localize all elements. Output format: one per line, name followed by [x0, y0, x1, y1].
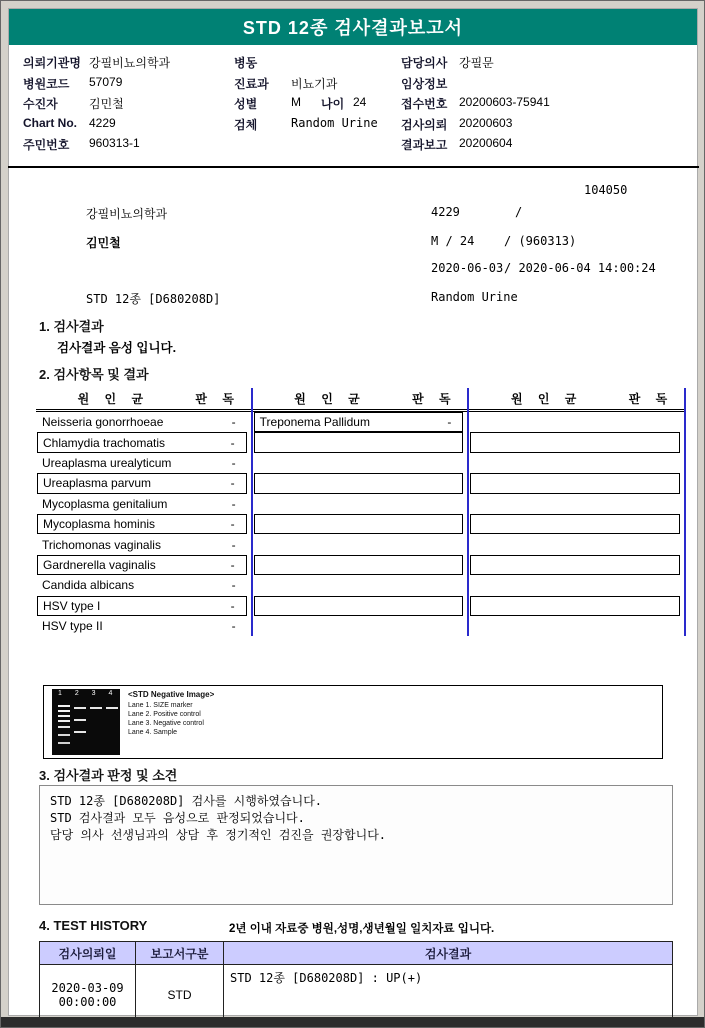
column-header-result: 판 독 — [628, 392, 674, 406]
value-doctor: 강필문 — [459, 56, 494, 70]
column-header-result: 판 독 — [412, 392, 457, 406]
organism-result: - — [231, 415, 236, 430]
std-table-column-1 — [36, 388, 251, 636]
organism-result: - — [447, 415, 452, 430]
std-table-row — [37, 555, 247, 575]
gel-band — [58, 715, 70, 717]
column-header-result: 판 독 — [195, 392, 240, 406]
gel-image — [52, 689, 120, 755]
std-table-row — [254, 432, 464, 452]
organism-result: - — [230, 517, 235, 532]
organism-result: - — [230, 435, 235, 450]
gel-legend — [128, 690, 214, 737]
section3-title: 3. 검사결과 판정 및 소견 — [39, 768, 178, 783]
std-table-row — [254, 453, 464, 473]
patient-sex-age: M / 24 — [431, 234, 475, 248]
label-patient: 수진자 — [23, 97, 58, 111]
organism-result: - — [231, 496, 236, 511]
patient-report-datetime: / 2020-06-04 14:00:24 — [504, 261, 656, 275]
std-table-row — [470, 555, 680, 575]
label-doctor: 담당의사 — [401, 56, 448, 70]
std-table-header — [253, 388, 468, 412]
organism-result: - — [230, 557, 235, 572]
std-table-row — [37, 534, 247, 554]
label-ward: 병동 — [234, 56, 258, 70]
organism-name: Ureaplasma parvum — [43, 476, 152, 491]
organism-name: Ureaplasma urealyticum — [42, 455, 172, 470]
gel-band — [58, 734, 70, 736]
std-table-row — [37, 616, 247, 636]
patient-name: 김민철 — [86, 236, 121, 250]
value-resident-no: 960313-1 — [89, 136, 140, 150]
gel-band — [90, 707, 102, 709]
std-table-row — [254, 575, 464, 595]
organism-result: - — [231, 578, 236, 593]
std-table-row — [254, 514, 464, 534]
document-number: 104050 — [584, 183, 628, 197]
organism-result: - — [231, 537, 236, 552]
gel-lane-1-label: Lane 1. SIZE marker — [128, 702, 193, 709]
std-table-row — [254, 494, 464, 514]
organism-name: Mycoplasma hominis — [43, 517, 156, 532]
label-clinical-info: 임상정보 — [401, 77, 448, 91]
gel-band — [58, 726, 70, 728]
std-table-row — [37, 432, 247, 452]
std-table-row — [37, 596, 247, 616]
std-table-row — [37, 514, 247, 534]
std-table-header — [469, 388, 684, 412]
gel-legend-title: <STD Negative Image> — [128, 690, 215, 699]
label-order-date: 검사의뢰 — [401, 118, 448, 132]
gel-lane-2-label: Lane 2. Positive control — [128, 711, 201, 718]
std-table-row — [254, 473, 464, 493]
std-table-row — [470, 473, 680, 493]
bottom-bar — [1, 1017, 705, 1028]
std-result-table — [36, 388, 686, 636]
label-specimen: 검체 — [234, 118, 258, 132]
label-hospital-code: 병원코드 — [23, 77, 70, 91]
section1-title: 1. 검사결과 — [39, 319, 104, 334]
history-header-result: 검사결과 — [224, 942, 673, 965]
value-requesting-org: 강필비뇨의학과 — [89, 56, 171, 70]
std-table-row — [254, 555, 464, 575]
std-table-row — [470, 596, 680, 616]
gel-band — [58, 710, 70, 712]
std-table-row — [470, 616, 680, 636]
gel-band — [58, 720, 70, 722]
std-table-row — [37, 575, 247, 595]
comment-line: STD 12종 [D680208D] 검사를 시행하였습니다. — [50, 794, 323, 808]
history-date: 2020-03-09 00:00:00 — [40, 965, 136, 1026]
history-header-date: 검사의뢰일 — [40, 942, 136, 965]
patient-specimen: Random Urine — [431, 290, 518, 304]
value-accession-no: 20200603-75941 — [459, 95, 550, 109]
std-table-row — [470, 514, 680, 534]
history-note: 2년 이내 자료중 병원,성명,생년월일 일치자료 입니다. — [229, 923, 495, 935]
std-table-row — [254, 412, 464, 432]
report-title-banner — [9, 9, 697, 45]
gel-lane-4-label: Lane 4. Sample — [128, 729, 178, 736]
comment-line: STD 검사결과 모두 음성으로 판정되었습니다. — [50, 811, 305, 825]
history-header-row — [40, 942, 673, 965]
column-header-organism: 원 인 균 — [77, 392, 150, 406]
std-table-row — [254, 616, 464, 636]
column-header-organism: 원 인 균 — [294, 392, 366, 406]
gel-band — [58, 742, 70, 744]
organism-name: Trichomonas vaginalis — [42, 537, 161, 552]
gel-lane-3-label: Lane 3. Negative control — [128, 720, 204, 727]
std-table-row — [470, 432, 680, 452]
std-table-row — [470, 453, 680, 473]
label-resident-no: 주민번호 — [23, 138, 70, 152]
patient-chart-no: 4229 — [431, 205, 460, 219]
organism-result: - — [230, 476, 235, 491]
test-history-table — [39, 941, 673, 1026]
std-table-column-3 — [467, 388, 686, 636]
organism-name: Candida albicans — [42, 578, 135, 593]
std-table-row — [470, 412, 680, 432]
header-divider — [8, 166, 699, 168]
gel-band — [74, 707, 86, 709]
std-table-row — [37, 494, 247, 514]
organism-name: HSV type I — [43, 598, 101, 613]
organism-name: Treponema Pallidum — [259, 415, 370, 430]
section1-result: 검사결과 음성 입니다. — [57, 341, 177, 355]
history-header-type: 보고서구분 — [136, 942, 224, 965]
gel-lane-numbers: 1 2 3 4 — [58, 690, 114, 697]
section2-title: 2. 검사항목 및 결과 — [39, 367, 149, 382]
value-sex: M — [291, 95, 301, 109]
std-table-row — [37, 473, 247, 493]
organism-name: HSV type II — [42, 619, 103, 634]
value-hospital-code: 57079 — [89, 75, 123, 89]
gel-band — [106, 707, 118, 709]
organism-name: Chlamydia trachomatis — [43, 435, 166, 450]
gel-band — [74, 719, 86, 721]
std-table-column-2 — [251, 388, 468, 636]
std-table-header — [36, 388, 251, 412]
value-patient: 김민철 — [89, 97, 124, 111]
std-table-row — [254, 596, 464, 616]
gel-image-panel — [43, 685, 663, 759]
patient-test-name: STD 12종 [D680208D] — [86, 292, 221, 306]
organism-name: Gardnerella vaginalis — [43, 557, 156, 572]
column-header-organism: 원 인 균 — [510, 392, 583, 406]
organism-result: - — [230, 598, 235, 613]
value-age: 24 — [353, 95, 367, 109]
report-title: STD 12종 검사결과보고서 — [242, 18, 464, 38]
comment-line: 담당 의사 선생님과의 상담 후 정기적인 검진을 권장합니다. — [50, 828, 387, 842]
label-accession-no: 접수번호 — [401, 97, 448, 111]
std-table-row — [470, 575, 680, 595]
organism-name: Mycoplasma genitalium — [42, 496, 168, 511]
std-table-row — [470, 494, 680, 514]
value-order-date: 20200603 — [459, 116, 513, 130]
history-type: STD — [136, 965, 224, 1026]
value-report-date: 20200604 — [459, 136, 513, 150]
label-report-date: 결과보고 — [401, 138, 448, 152]
patient-clinic: 강필비뇨의학과 — [86, 207, 168, 221]
value-chart-no: 4229 — [89, 116, 116, 130]
std-table-row — [37, 412, 247, 432]
label-age: 나이 — [321, 97, 345, 111]
patient-birth: / (960313) — [504, 234, 577, 248]
patient-slash: / — [515, 205, 523, 219]
gel-band — [58, 705, 70, 707]
std-table-row — [254, 534, 464, 554]
value-department: 비뇨기과 — [291, 77, 338, 91]
organism-name: Neisseria gonorrhoeae — [42, 415, 164, 430]
label-chart-no: Chart No. — [23, 116, 77, 130]
patient-request-date: 2020-06-03 — [431, 261, 504, 275]
std-table-row — [470, 534, 680, 554]
gel-band — [74, 731, 86, 733]
label-sex: 성별 — [234, 97, 258, 111]
label-department: 진료과 — [234, 77, 269, 91]
std-table-row — [37, 453, 247, 473]
section4-title: 4. TEST HISTORY — [39, 918, 148, 933]
organism-result: - — [231, 455, 236, 470]
value-specimen: Random Urine — [291, 116, 378, 130]
organism-result: - — [231, 619, 236, 634]
label-requesting-org: 의뢰기관명 — [23, 56, 81, 70]
comment-box — [39, 785, 673, 905]
history-result: STD 12종 [D680208D] : UP(+) — [224, 965, 673, 1026]
